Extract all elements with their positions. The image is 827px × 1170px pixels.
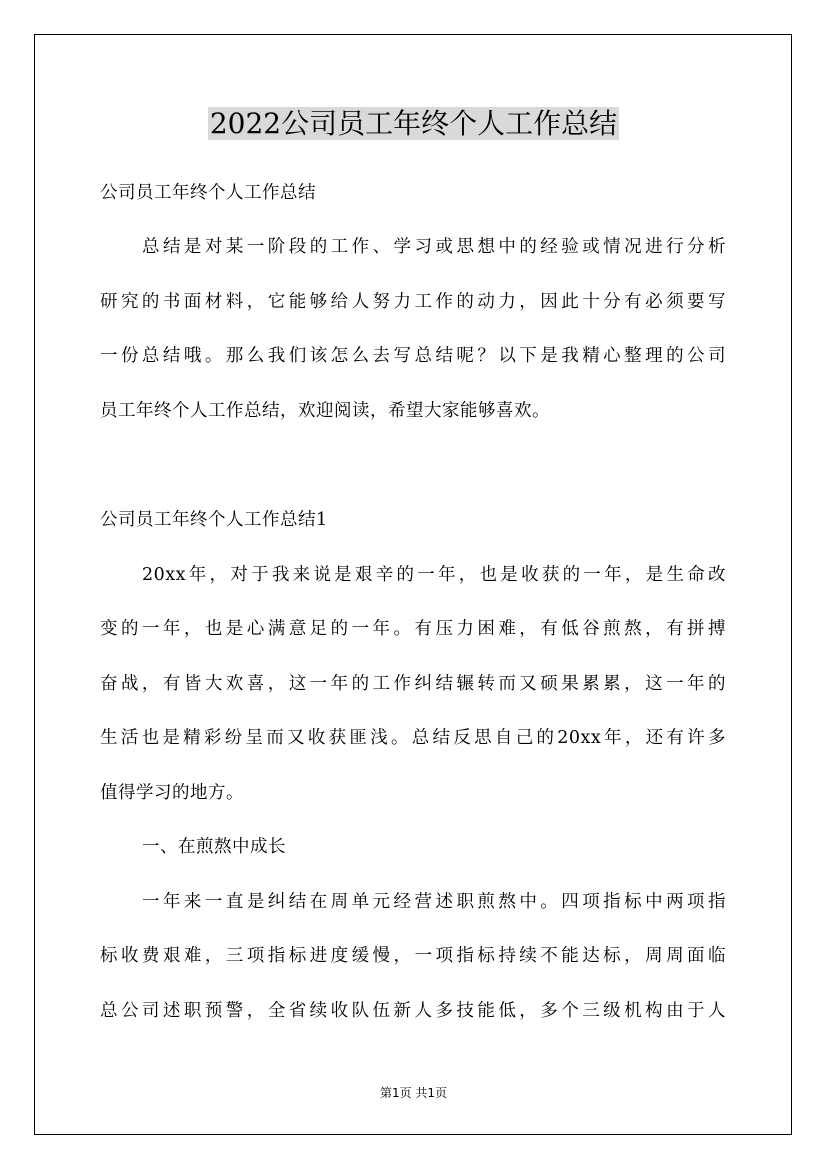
para2-line-1: 一年来一直是纠结在周单元经营述职煎熬中。四项指标中两项指 [142, 892, 726, 912]
subheading-1: 一、在煎熬中成长 [142, 837, 286, 857]
intro-line-3: 一份总结哦。那么我们该怎么去写总结呢？以下是我精心整理的公司 [100, 346, 726, 366]
para2-line-3: 总公司述职预警，全省续收队伍新人多技能低，多个三级机构由于人 [100, 1001, 726, 1021]
page-number-footer: 第1页 共1页 [379, 1086, 448, 1100]
section1-line-2: 变的一年，也是心满意足的一年。有压力困难，有低谷煎熬，有拼搏 [100, 619, 726, 639]
section1-line-3: 奋战，有皆大欢喜，这一年的工作纠结辗转而又硕果累累，这一年的 [100, 674, 726, 694]
intro-line-2: 研究的书面材料，它能够给人努力工作的动力，因此十分有必须要写 [100, 292, 726, 312]
intro-line-1: 总结是对某一阶段的工作、学习或思想中的经验或情况进行分析 [142, 237, 726, 257]
section1-line-1: 20xx年，对于我来说是艰辛的一年，也是收获的一年，是生命改 [142, 565, 726, 585]
section1-heading: 公司员工年终个人工作总结1 [100, 510, 328, 530]
intro-line-4: 员工年终个人工作总结，欢迎阅读，希望大家能够喜欢。 [100, 401, 550, 421]
section1-line-5: 值得学习的地方。 [100, 783, 244, 803]
document-title: 2022公司员工年终个人工作总结 [209, 107, 618, 140]
document-subtitle: 公司员工年终个人工作总结 [100, 183, 316, 203]
section1-line-4: 生活也是精彩纷呈而又收获匪浅。总结反思自己的20xx年，还有许多 [100, 728, 726, 748]
para2-line-2: 标收费艰难，三项指标进度缓慢，一项指标持续不能达标，周周面临 [100, 946, 726, 966]
